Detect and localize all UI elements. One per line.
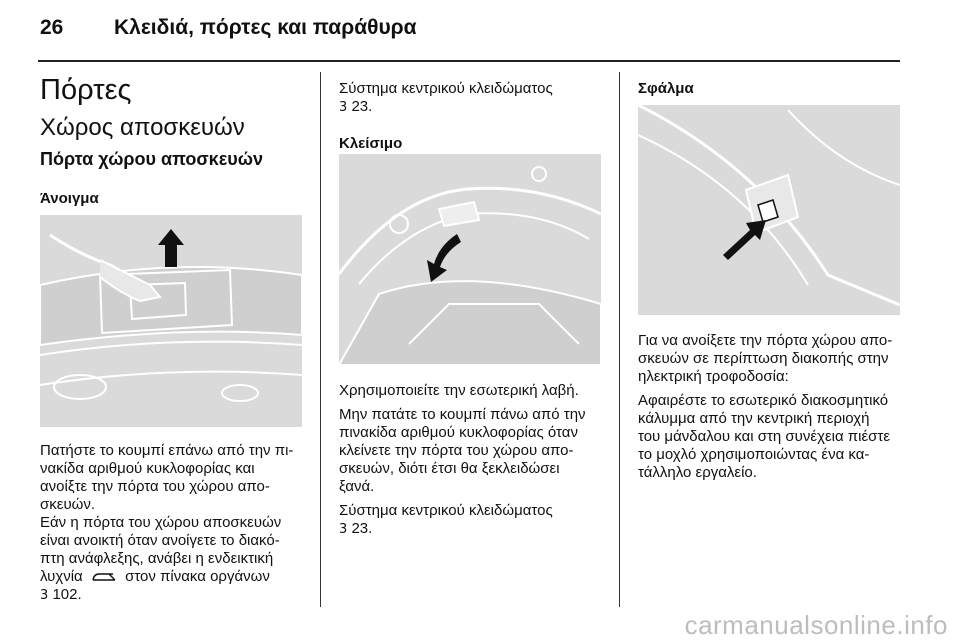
column-divider-2 — [619, 72, 620, 607]
page-header — [40, 16, 417, 40]
paragraph-warning-lamp-tail: στον πίνακα οργάνων — [125, 568, 270, 585]
column-1-text — [40, 442, 314, 605]
tailgate-rear-illustration — [40, 215, 302, 427]
paragraph-closing-warning: Μην πατάτε το κουμπί πάνω από την πινακίδα αριθμού κυκλοφορίας όταν κλείνετε την πόρτα του χώρου απο- σκευών, διότι έτσι θα ξεκλειδώσει ξανά. — [339, 406, 586, 495]
heading-closing: Κλείσιμο — [339, 135, 403, 152]
page-reference-arrow: 3 — [339, 522, 348, 537]
heading-doors: Πόρτες — [40, 74, 132, 106]
paragraph-remove-trim: Αφαιρέστε το εσωτερικό διακοσμητικό κάλυμμα από την κεντρική περιοχή του μάνδαλου και στη συνέχεια πιέστε το μοχλό χρησιμοποιώντας ένα κα- τάλληλο εργαλείο. — [638, 392, 891, 481]
paragraph-use-interior-handle: Χρησιμοποιείτε την εσωτερική λαβή. — [339, 382, 579, 399]
figure-tailgate-closing — [339, 154, 601, 365]
page-number: 26 — [40, 16, 64, 39]
paragraph-power-failure: Για να ανοίξετε την πόρτα χώρου απο- σκευών σε περίπτωση διακοπής στην ηλεκτρική τροφοδοσία: — [638, 332, 893, 385]
figure-tailgate-opening — [40, 215, 302, 427]
page-reference-102[interactable]: 102. — [52, 586, 82, 603]
column-1 — [40, 74, 312, 208]
page-reference-23[interactable]: 23. — [351, 98, 373, 115]
heading-opening: Άνοιγμα — [40, 190, 99, 207]
column-2 — [339, 80, 609, 153]
reference-central-locking: Σύστημα κεντρικού κλειδώματος — [339, 80, 553, 97]
heading-latch: Σφάλμα — [638, 80, 694, 97]
page-reference-23-2[interactable]: 23. — [351, 520, 373, 537]
heading-luggage: Χώρος αποσκευών — [40, 114, 245, 141]
paragraph-opening-instructions: Πατήστε το κουμπί επάνω από την πι- νακίδα αριθμού κυκλοφορίας και ανοίξτε την πόρτα του χώρου απο- σκευών. — [40, 442, 294, 513]
figure-emergency-latch — [638, 105, 900, 315]
column-divider-1 — [320, 72, 321, 607]
page-reference-arrow: 3 — [339, 100, 348, 115]
column-2-text — [339, 382, 611, 539]
header-rule — [38, 60, 900, 62]
column-3 — [638, 80, 900, 98]
tailgate-interior-handle-illustration — [339, 154, 601, 365]
page-reference-arrow: 3 — [40, 588, 49, 603]
heading-tailgate: Πόρτα χώρου αποσκευών — [40, 149, 263, 169]
watermark: carmanualsonline.info — [684, 610, 948, 640]
column-3-text — [638, 332, 902, 482]
tailgate-open-warning-icon — [91, 571, 117, 583]
reference-central-locking-2: Σύστημα κεντρικού κλειδώματος — [339, 502, 553, 519]
chapter-title: Κλειδιά, πόρτες και παράθυρα — [114, 16, 417, 39]
latch-release-illustration — [638, 105, 900, 315]
paragraph-warning-lamp: Εάν η πόρτα του χώρου αποσκευών είναι ανοικτή όταν ανοίγετε το διακό- πτη ανάφλεξης, ανάβει η ενδεικτική λυχνία — [40, 514, 282, 585]
